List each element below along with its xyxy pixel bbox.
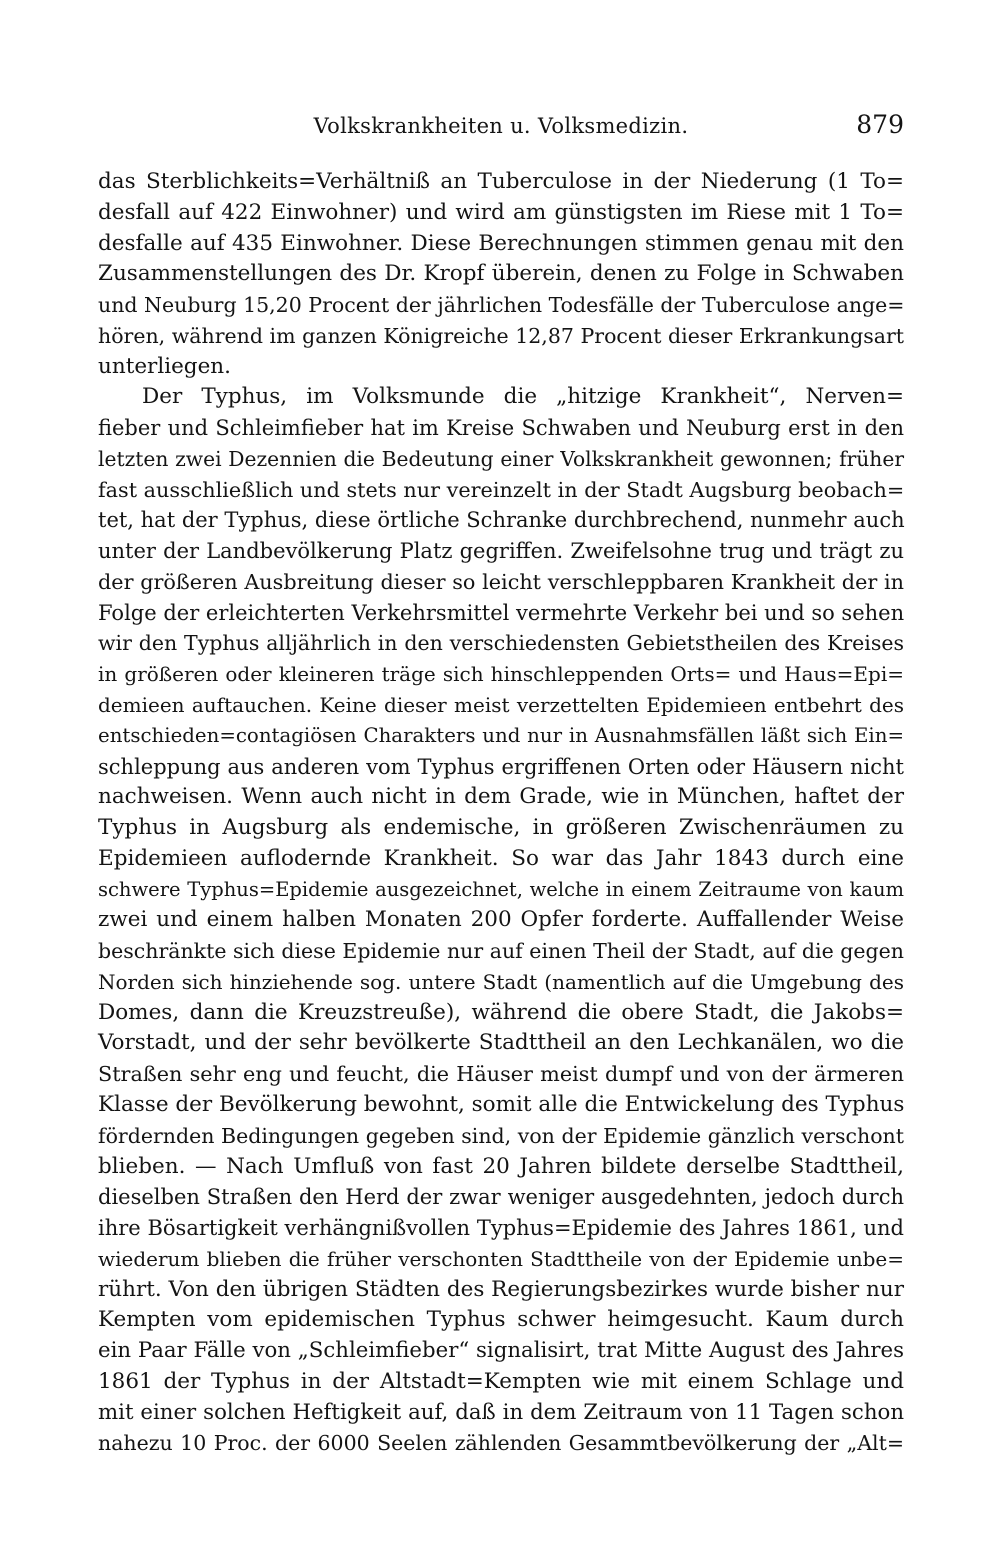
text-line: Kempten vom epidemischen Typhus schwer heimgesucht. Kaum durch <box>98 1307 904 1333</box>
text-line: dieselben Straßen den Herd der zwar weniger ausgedehnten, jedoch durch <box>98 1185 904 1210</box>
text-line: Domes, dann die Kreuzstreuße), während die obere Stadt, die Jakobs= <box>98 999 904 1025</box>
text-line: letzten zwei Dezennien die Bedeutung einer Volkskrankheit gewonnen; früher <box>98 446 904 471</box>
paragraph-start-line: Der Typhus, im Volksmunde die „hitzige Krankheit“, Nerven= <box>142 384 904 410</box>
text-line: desfalle auf 435 Einwohner. Diese Berechnungen stimmen genau mit den <box>98 230 904 256</box>
text-line: Folge der erleichterten Verkehrsmittel vermehrte Verkehr bei und so sehen <box>98 600 905 625</box>
text-line: fördernden Bedingungen gegeben sind, von der Epidemie gänzlich verschont <box>98 1123 904 1148</box>
body-text <box>98 167 904 1459</box>
text-line: desfall auf 422 Einwohner) und wird am günstigsten im Riese mit 1 To= <box>98 199 904 225</box>
text-line: wir den Typhus alljährlich in den verschiedensten Gebietstheilen des Kreises <box>98 631 904 656</box>
running-head <box>98 104 904 144</box>
text-line: mit einer solchen Heftigkeit auf, daß in dem Zeitraum von 11 Tagen schon <box>98 1399 904 1425</box>
text-line: Straßen sehr eng und feucht, die Häuser meist dumpf und von der ärmeren <box>98 1062 904 1087</box>
text-line: Epidemieen auflodernde Krankheit. So war das Jahr 1843 durch eine <box>98 845 904 871</box>
text-line: der größeren Ausbreitung dieser so leicht verschleppbaren Krankheit der in <box>98 569 904 594</box>
text-line: Typhus in Augsburg als endemische, in größeren Zwischenräumen zu <box>98 815 904 841</box>
text-line: entschieden=contagiösen Charakters und nur in Ausnahmsfällen läßt sich Ein= <box>98 723 904 747</box>
text-line: schleppung aus anderen vom Typhus ergriffenen Orten oder Häusern nicht <box>98 754 904 779</box>
text-line: Zusammenstellungen des Dr. Kropf überein, denen zu Folge in Schwaben <box>98 261 904 287</box>
text-line: tet, hat der Typhus, diese örtliche Schranke durchbrechend, nunmehr auch <box>98 508 905 533</box>
text-line: in größeren oder kleineren träge sich hinschleppenden Orts= und Haus=Epi= <box>98 662 904 687</box>
text-line: das Sterblichkeits=Verhältniß an Tuberculose in der Niederung (1 To= <box>98 169 904 194</box>
text-line: unter der Landbevölkerung Platz gegriffen. Zweifelsohne trug und trägt zu <box>98 539 904 564</box>
text-line: nachweisen. Wenn auch nicht in dem Grade, wie in München, haftet der <box>98 784 904 810</box>
text-line: 1861 der Typhus in der Altstadt=Kempten wie mit einem Schlage und <box>98 1368 904 1394</box>
text-line: wiederum blieben die früher verschonten Stadttheile von der Epidemie unbe= <box>98 1246 904 1271</box>
text-line: blieben. — Nach Umfluß von fast 20 Jahren bildete derselbe Stadttheil, <box>98 1153 904 1179</box>
running-title: Volkskrankheiten u. Volksmedizin. <box>313 114 689 138</box>
text-line: fieber und Schleimfieber hat im Kreise Schwaben und Neuburg erst in den <box>98 416 904 441</box>
text-line: hören, während im ganzen Königreiche 12,87 Procent dieser Erkrankungsart <box>98 323 904 348</box>
text-line: beschränkte sich diese Epidemie nur auf einen Theil der Stadt, auf die gegen <box>98 939 904 964</box>
text-line: ihre Bösartigkeit verhängnißvollen Typhus=Epidemie des Jahres 1861, und <box>98 1216 904 1241</box>
text-line: und Neuburg 15,20 Procent der jährlichen Todesfälle der Tuberculose ange= <box>98 293 905 318</box>
text-line: nahezu 10 Proc. der 6000 Seelen zählenden Gesammtbevölkerung der „Alt= <box>98 1431 904 1456</box>
paragraph-end-line: unterliegen. <box>98 353 231 379</box>
text-line: zwei und einem halben Monaten 200 Opfer forderte. Auffallender Weise <box>98 907 904 933</box>
text-line: ein Paar Fälle von „Schleimfieber“ signalisirt, trat Mitte August des Jahres <box>98 1338 904 1364</box>
text-line: schwere Typhus=Epidemie ausgezeichnet, welche in einem Zeitraume von kaum <box>98 877 904 901</box>
text-line: rührt. Von den übrigen Städten des Regierungsbezirkes wurde bisher nur <box>98 1276 904 1302</box>
text-line: Vorstadt, und der sehr bevölkerte Stadttheil an den Lechkanälen, wo die <box>98 1030 904 1056</box>
text-line: Norden sich hinziehende sog. untere Stadt (namentlich auf die Umgebung des <box>98 969 904 994</box>
text-line: fast ausschließlich und stets nur vereinzelt in der Stadt Augsburg beobach= <box>98 477 905 502</box>
page-number: 879 <box>856 110 904 139</box>
text-line: Klasse der Bevölkerung bewohnt, somit alle die Entwickelung des Typhus <box>98 1091 905 1117</box>
text-line: demieen auftauchen. Keine dieser meist verzettelten Epidemieen entbehrt des <box>98 693 904 718</box>
